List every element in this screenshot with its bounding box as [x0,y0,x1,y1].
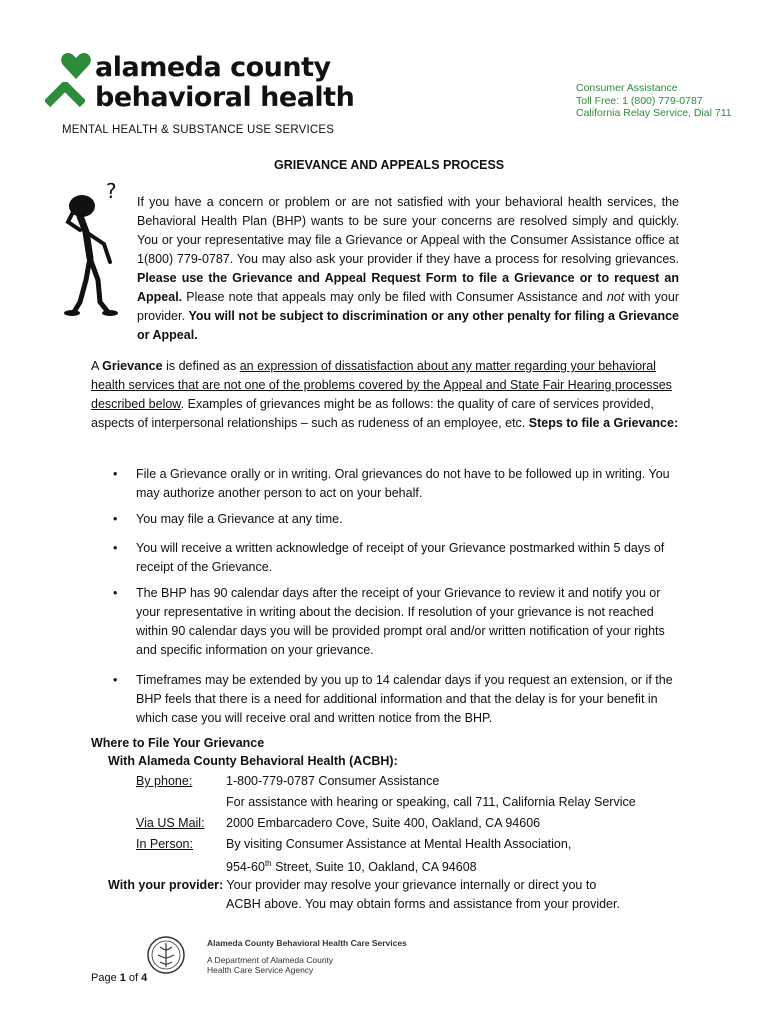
thinking-figure-icon [60,180,130,330]
contact-line: Consumer Assistance [576,82,678,94]
footer-org-line-1: Alameda County Behavioral Health Care Services [207,938,407,948]
steps-heading: Steps to file a Grievance: [528,416,679,430]
logo-line-2: behavioral health [95,82,355,113]
provider-line: With your provider: Your provider may resolve your grievance internally or direct you to [108,878,597,893]
contact-relay: California Relay Service, Dial 711 [576,107,732,119]
footer-org-line-2: A Department of Alameda County [207,954,334,965]
in-person-value: By visiting Consumer Assistance at Mental Health Association, [226,837,572,851]
provider-line-2: ACBH above. You may obtain forms and assistance from your provider. [226,897,620,912]
contact-block [576,82,732,120]
intro-bold-2: You will not be subject to discrimination or any other penalty for filing a Grievance or Appeal. [137,309,679,342]
mail-label: Via US Mail: [136,816,205,830]
chevron-up-icon [45,82,85,110]
intro-paragraph: If you have a concern or problem or are not satisfied with your behavioral health services, the Behavioral Health Plan (BHP) wants to be sure your concerns are resolved simply and quickly. You or your representative may file a Grievance or Appeal with the Consumer Assistance office at 1(800) 779-0787. You may also ask your provider if they have a process for resolving grievances. Please use the Grievance and Appeal Request Form to file a Grievance or to request an Appeal. Please note that appeals may only be filed with Consumer Assistance and not with your provider. You will not be subject to discrimination or any other penalty for filing a Grievance or Appeal. [137,195,679,342]
in-person-label: In Person: [136,837,193,851]
svg-text:?: ? [106,180,117,203]
list-item: • File a Grievance orally or in writing. Oral grievances do not have to be followed up in writing. You may authorize another person to act on your behalf. [91,465,681,503]
steps-list [91,465,681,735]
where-heading: Where to File Your Grievance [91,736,265,750]
phone-value: 1-800-779-0787 Consumer Assistance [226,774,440,788]
intro-italic: not [606,290,625,304]
phone-note: For assistance with hearing or speaking, call 711, California Relay Service [226,795,636,809]
phone-label: By phone: [136,774,193,788]
provider-label: With your provider: [108,878,224,893]
logo [45,52,355,114]
tagline: MENTAL HEALTH & SUBSTANCE USE SERVICES [62,124,335,136]
intro-bold-1: Please use the Grievance and Appeal Request Form to file a Grievance or to request an Appeal. [137,271,679,304]
mail-value: 2000 Embarcadero Cove, Suite 400, Oakland, CA 94606 [226,816,541,830]
grievance-definition: A Grievance is defined as an expression of dissatisfaction about any matter regarding your behavioral health services that are not one of the problems covered by the Appeal and State Fair Hearing processes described below. Examples of grievances might be as follows: the quality of care of services provided, aspects of interpersonal relationships – such as rudeness of an employee, etc. Steps to file a Grievance: [91,359,679,430]
list-item: • Timeframes may be extended by you up to 14 calendar days if you request an extension, or if the BHP feels that there is a need for additional information and that the delay is for your benefit in which case you will receive oral and written notice from the BHP. [91,671,681,728]
definition-underlined: an expression of dissatisfaction about any matter regarding your behavioral health services that are not one of the problems covered by the Appeal and State Fair Hearing processes described below [91,359,672,411]
county-seal-icon [146,935,186,975]
list-item: • The BHP has 90 calendar days after the receipt of your Grievance to review it and notify you or your representative in writing about the decision. If resolution of your grievance is not reached within 90 calendar days you will be provided prompt oral and/or written notification of your rights and specific information on your grievance. [91,584,681,660]
footer-org [207,938,407,976]
footer-org-line-3: Health Care Service Agency [207,965,314,975]
heart-icon [61,52,91,80]
list-item: • You may file a Grievance at any time. [91,510,681,529]
contact-phone: Toll Free: 1 (800) 779-0787 [576,94,703,107]
page-number: Page 1 of 4 [91,972,148,984]
where-to-file [91,734,691,914]
in-person-address: 954-60th Street, Suite 10, Oakland, CA 94608 [226,859,477,875]
acbh-heading: With Alameda County Behavioral Health (ACBH): [108,754,398,768]
document-title: GRIEVANCE AND APPEALS PROCESS [274,158,505,172]
logo-line-1: alameda county [95,52,331,83]
list-item: • You will receive a written acknowledge of receipt of your Grievance postmarked within 5 days of receipt of the Grievance. [91,539,681,577]
